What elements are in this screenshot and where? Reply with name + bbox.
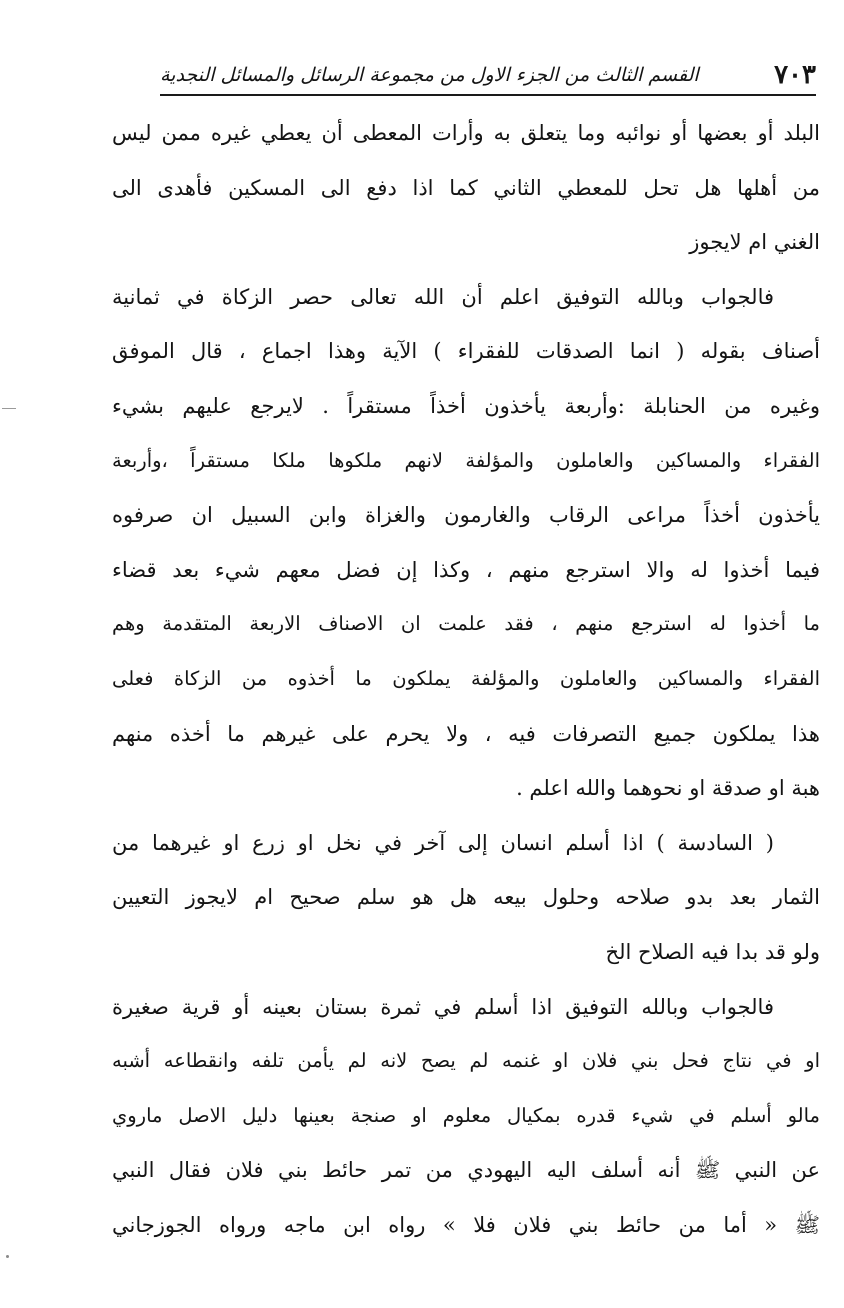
text-line: أصناف بقوله ( انما الصدقات للفقراء ) الآية وهذا اجماع ، قال الموفق [112,339,820,364]
text-line: فيما أخذوا له والا استرجع منهم ، وكذا إن فضل معهم شيء بعد قضاء [112,557,820,582]
text-line: عن النبي ﷺ أنه أسلف اليه اليهودي من تمر حائط بني فلان فقال النبي [112,1158,820,1183]
text-line: من أهلها هل تحل للمعطي الثاني كما اذا دفع الى المسكين فأهدى الى [112,175,820,200]
text-line: الغني ام لايجوز [689,230,820,255]
running-title: القسم الثالث من الجزء الاول من مجموعة الرسائل والمسائل النجدية [160,64,699,86]
text-line: الفقراء والمساكين والعاملون والمؤلفة لانهم ملكوها ملكا مستقراً ،وأربعة [112,448,820,472]
text-line: الثمار بعد بدو صلاحه وحلول بيعه هل هو سلم صحيح ام لايجوز التعيين [112,885,820,910]
text-line: وغيره من الحنابلة :وأربعة يأخذون أخذاً مستقراً . لايرجع عليهم بشيء [112,393,820,418]
answer-paragraph-salam [112,980,820,1253]
text-line: يأخذون أخذاً مراعى الرقاب والغارمون والغزاة وابن السبيل ان صرفوه [112,503,820,528]
page-number: ٧٠٣ [774,60,816,90]
text-line: ما أخذوا له استرجع منهم ، فقد علمت ان الاصناف الاربعة المتقدمة وهم [112,612,820,636]
text-line: ﷺ « أما من حائط بني فلان فلا » رواه ابن ماجه ورواه الجوزجاني [112,1212,820,1237]
text-line: ( السادسة ) اذا أسلم انسان إلى آخر في نخل او زرع او غيرهما من [112,830,774,855]
text-line: هذا يملكون جميع التصرفات فيه ، ولا يحرم على غيرهم ما أخذه منهم [112,721,820,746]
text-line: فالجواب وبالله التوفيق اذا أسلم في ثمرة بستان بعينه أو قرية صغيرة [112,994,774,1019]
text-line: هبة او صدقة او نحوهما والله اعلم . [516,776,820,801]
text-line: فالجواب وبالله التوفيق اعلم أن الله تعالى حصر الزكاة في ثمانية [112,284,774,309]
margin-mark [2,408,16,409]
answer-paragraph-zakat [112,270,820,816]
text-line: مالو أسلم في شيء قدره بمكيال معلوم او صنجة بعينها دليل الاصل ماروي [112,1103,820,1127]
question-six-paragraph [112,816,820,980]
margin-speck [6,1255,9,1258]
text-line: ولو قد بدا فيه الصلاح الخ [605,939,820,964]
text-line: الفقراء والمساكين والعاملون والمؤلفة يملكون ما أخذوه من الزكاة فعلى [112,666,820,690]
text-line: او في نتاج فحل بني فلان او غنمه لم يصح لانه لم يأمن تلفه وانقطاعه أشبه [112,1049,820,1073]
question-continuation-paragraph [112,106,820,270]
body-text [112,106,820,1252]
text-line: البلد أو بعضها أو نوائبه وما يتعلق به وأرات المعطى أن يعطي غيره ممن ليس [112,121,820,145]
running-header [160,56,816,96]
